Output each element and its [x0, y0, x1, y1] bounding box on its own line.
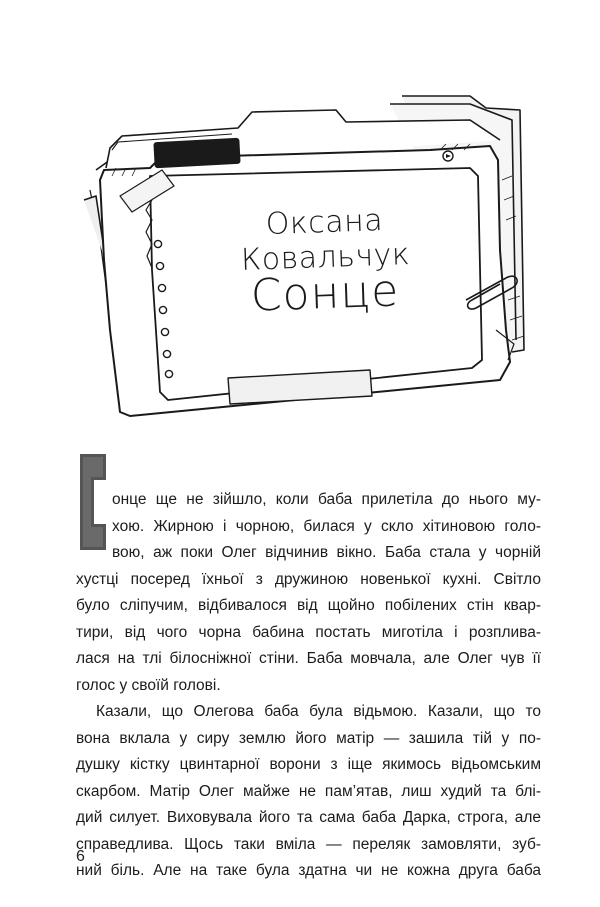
text-line: дий силует. Виховувала його та сама баба Дарка, строга, але	[76, 809, 541, 826]
text-line: ний біль. Але на таке була здатна чи не кожна друга баба	[76, 862, 541, 879]
paragraph-2	[76, 699, 541, 885]
text-line: голос у своїй голові.	[76, 676, 221, 694]
page-number: 6	[76, 848, 85, 865]
author-name: Оксана Ковальчук	[240, 202, 411, 278]
text-line: лася на тлі білосніжної стіни. Баба мовчала, але Олег чув її	[76, 650, 541, 667]
body-text	[76, 487, 541, 885]
story-title: Сонце	[249, 265, 401, 322]
text-line: вона вклала у сиру землю його матір — зашила тій у по-	[76, 729, 541, 747]
text-line: вою, аж поки Олег відчинив вікно. Баба стала у чорній	[112, 544, 541, 561]
paragraph-1	[76, 487, 541, 699]
text-line: справедлива. Щось таки вміла — переляк замовляти, зуб-	[76, 835, 541, 853]
text-line: хустці посеред їхньої з дружиною новенької кухні. Світло	[76, 570, 541, 588]
text-line: тири, від чого чорна бабина постать миготіла і розплива-	[76, 623, 541, 641]
text-line: онце ще не зійшло, коли баба прилетіла до нього му-	[112, 491, 541, 508]
text-line: хою. Жирною і чорною, билася у скло хітиновою голо-	[112, 517, 541, 535]
text-line: душку кістку цвинтарної ворони з іще якимось відьомським	[76, 756, 541, 773]
text-line: було сліпучим, відбивалося від щойно побілених стін квар-	[76, 597, 541, 614]
text-line: скарбом. Матір Олег майже не пам’ятав, лиш худий та блі-	[76, 782, 541, 800]
text-line: Казали, що Олегова баба була відьмою. Казали, що то	[96, 703, 541, 720]
